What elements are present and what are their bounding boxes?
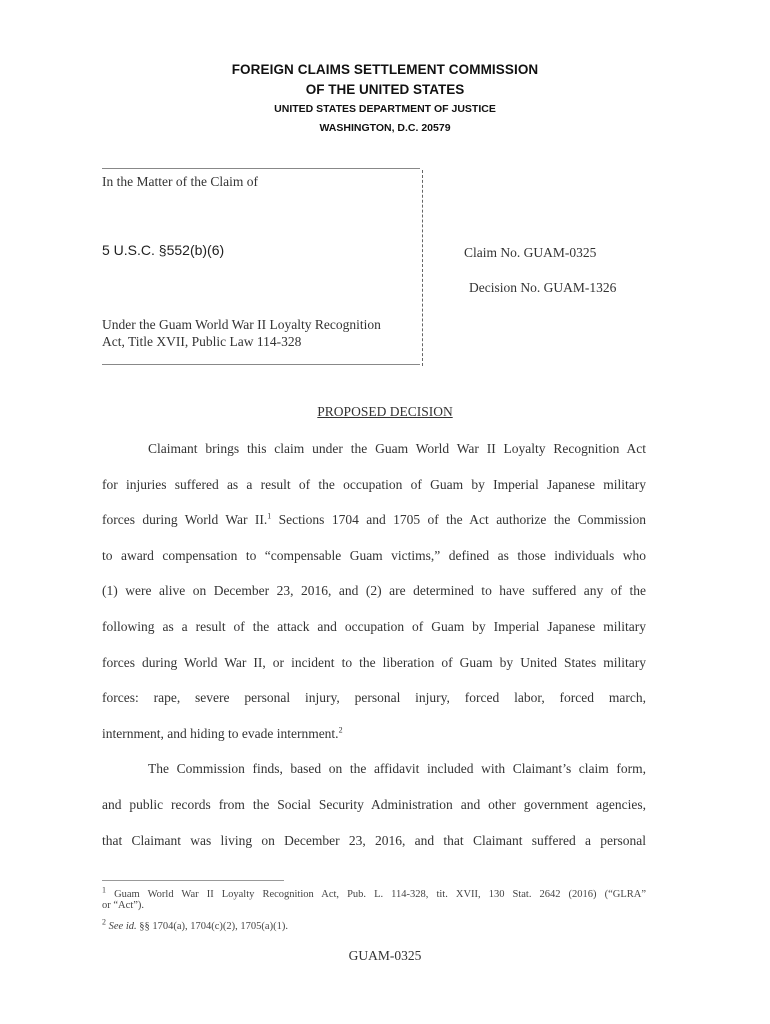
document-title: PROPOSED DECISION (317, 404, 453, 419)
caption-statute-line2: Act, Title XVII, Public Law 114-328 (102, 334, 302, 349)
caption-top-rule (102, 168, 420, 169)
footnote-2 (102, 917, 646, 932)
footnote-1 (102, 885, 647, 911)
body-line: to award compensation to “compensable Guam victims,” defined as those individuals who (102, 547, 646, 563)
caption-statute-line1: Under the Guam World War II Loyalty Recognition (102, 317, 381, 332)
footnote-2-mark: 2 (102, 917, 106, 927)
body-line: following as a result of the attack and occupation of Guam by Imperial Japanese military (102, 618, 646, 634)
footnote-1-text: Guam World War II Loyalty Recognition Act, Pub. L. 114-328, tit. XVII, 130 Stat. 2642 (2016) (“GLRA” (114, 889, 647, 900)
redaction-notice: 5 U.S.C. §552(b)(6) (102, 242, 225, 258)
page-footer-claim-id: GUAM-0325 (348, 948, 422, 963)
footnote-1-mark: 1 (102, 885, 106, 895)
body-line: for injuries suffered as a result of the occupation of Guam by Imperial Japanese military (102, 476, 646, 492)
caption-bottom-rule (102, 364, 420, 365)
caption-side-rule (422, 170, 423, 366)
footnote-separator (102, 880, 284, 881)
footnote-1-line2: or “Act”). (102, 900, 144, 911)
body-line: forces during World War II, or incident to the liberation of Guam by United States military (102, 654, 646, 670)
claim-number: Claim No. GUAM-0325 (464, 245, 597, 260)
footnote-2-citation: See id. (108, 921, 137, 932)
footnote-2-text: §§ 1704(a), 1704(c)(2), 1705(a)(1). (136, 921, 288, 932)
body-text: internment, and hiding to evade internment. (102, 725, 339, 741)
body-line (102, 511, 646, 547)
body-line: (1) were alive on December 23, 2016, and (2) are determined to have suffered any of the (102, 583, 646, 599)
caption-statute (102, 316, 422, 350)
agency-name: FOREIGN CLAIMS SETTLEMENT COMMISSION (231, 62, 539, 77)
body-line: Claimant brings this claim under the Guam World War II Loyalty Recognition Act (148, 441, 646, 456)
footnote-ref-1[interactable]: 1 (267, 511, 272, 521)
footnote-ref-2[interactable]: 2 (338, 725, 343, 735)
body-line: that Claimant was living on December 23, 2016, and that Claimant suffered a personal (102, 832, 646, 848)
body-line (102, 725, 646, 761)
decision-number: Decision No. GUAM-1326 (469, 280, 617, 295)
body-text: Sections 1704 and 1705 of the Act authorize the Commission (271, 512, 646, 528)
department-name: UNITED STATES DEPARTMENT OF JUSTICE (274, 103, 496, 115)
footnote-1-line1 (102, 885, 647, 900)
case-caption (102, 168, 424, 366)
body-line: forces: rape, severe personal injury, personal injury, forced labor, forced march, (102, 690, 646, 706)
decision-body (102, 440, 646, 867)
body-line: and public records from the Social Security Administration and other government agencies, (102, 796, 646, 812)
body-text: forces during World War II. (102, 512, 268, 528)
agency-address: WASHINGTON, D.C. 20579 (319, 122, 451, 134)
caption-matter: In the Matter of the Claim of (102, 174, 258, 189)
body-line: The Commission finds, based on the affidavit included with Claimant’s claim form, (148, 761, 646, 777)
agency-country: OF THE UNITED STATES (305, 82, 465, 97)
